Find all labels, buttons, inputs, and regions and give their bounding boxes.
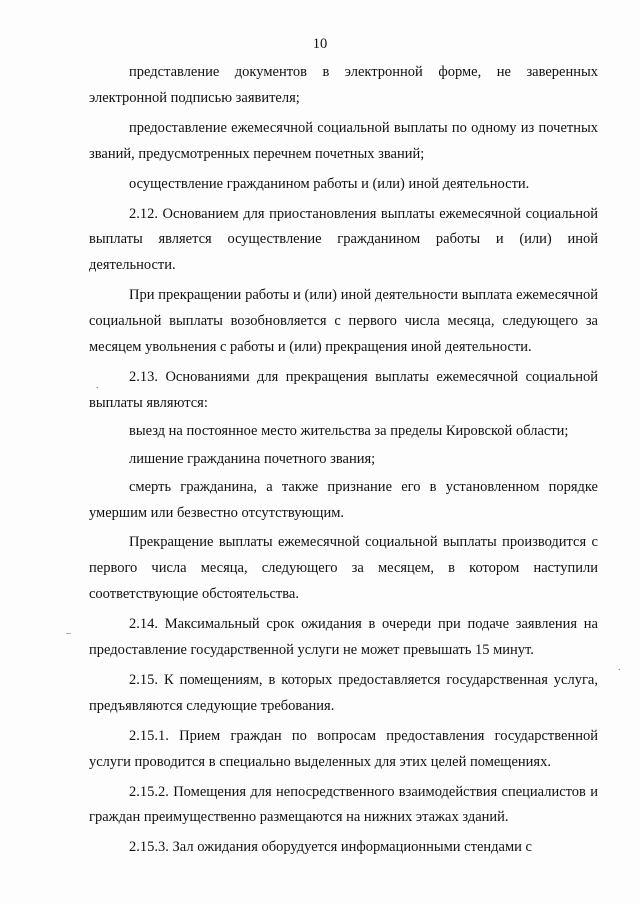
paragraph-9: смерть гражданина, а также признание его в установленном порядке умершим или безвестно отсутствующим.	[89, 478, 598, 521]
document-body	[89, 60, 598, 861]
paragraph-3: осуществление гражданином работы и (или) иной деятельности.	[129, 175, 530, 192]
paragraph-5: При прекращении работы и (или) иной деятельности выплата ежемесячной социальной выплаты возобновляется с первого числа месяца, следующего за месяцем увольнения с работы и (или) прекращения иной деятельности.	[89, 287, 598, 356]
paragraph-10: Прекращение выплаты ежемесячной социальной выплаты производится с первого числа месяца, следующего за месяцем, в котором наступили соответствующие обстоятельства.	[89, 534, 598, 603]
paragraph-4: 2.12. Основанием для приостановления выплаты ежемесячной социальной выплаты является осуществление гражданином работы и (или) иной деятельности.	[89, 205, 598, 274]
scan-speck: .	[618, 662, 621, 673]
paragraph-12: 2.15. К помещениям, в которых предоставляется государственная услуга, предъявляются следующие требования.	[89, 671, 598, 714]
paragraph-14: 2.15.2. Помещения для непосредственного взаимодействия специалистов и граждан преимущественно размещаются на нижних этажах зданий.	[89, 783, 598, 826]
paragraph-8: лишение гражданина почетного звания;	[129, 450, 376, 467]
paragraph-6: 2.13. Основаниями для прекращения выплаты ежемесячной социальной выплаты являются:	[89, 368, 598, 411]
scan-speck: .	[96, 380, 99, 391]
paragraph-2: предоставление ежемесячной социальной выплаты по одному из почетных званий, предусмотренных перечнем почетных званий;	[89, 119, 598, 162]
paragraph-1: представление документов в электронной форме, не заверенных электронной подписью заявителя;	[89, 64, 598, 106]
paragraph-7: выезд на постоянное место жительства за пределы Кировской области;	[129, 422, 569, 439]
scan-speck: –	[66, 628, 71, 639]
paragraph-13: 2.15.1. Прием граждан по вопросам предоставления государственной услуги проводится в специально выделенных для этих целей помещениях.	[89, 727, 598, 770]
paragraph-15: 2.15.3. Зал ожидания оборудуется информационными стендами с	[129, 839, 532, 856]
paragraph-11: 2.14. Максимальный срок ожидания в очереди при подаче заявления на предоставление государственной услуги не может превышать 15 минут.	[89, 616, 598, 659]
page-number: 10	[312, 36, 328, 52]
